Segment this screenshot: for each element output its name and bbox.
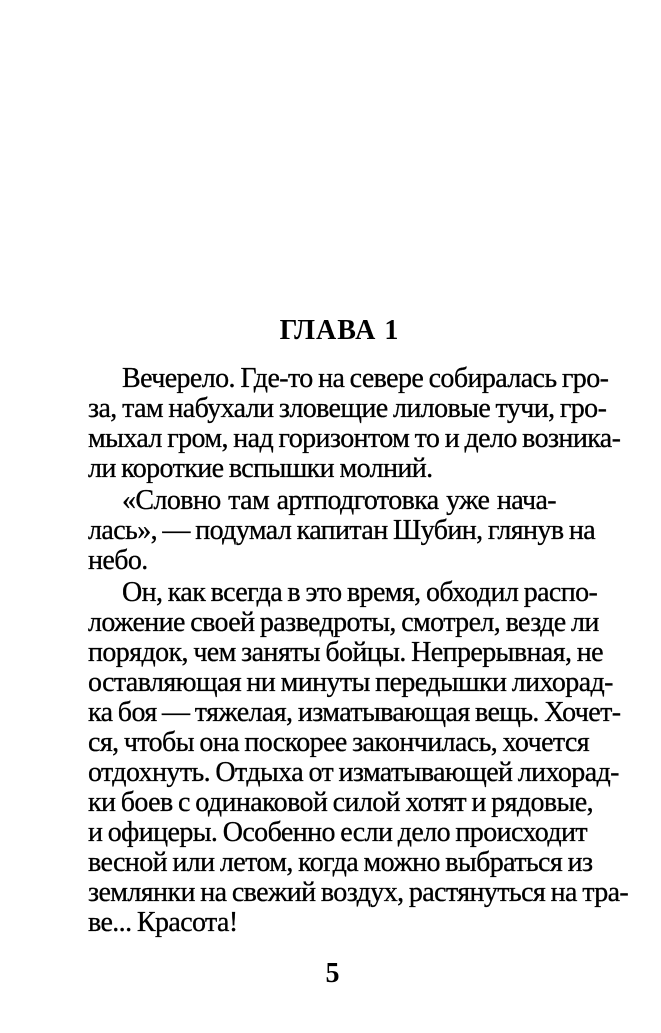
paragraph-2-line-1: «Словно там артподготовка уже нача- [122, 485, 556, 516]
paragraph-3-line-11: землянки на свежий воздух, растянуться на тра- [88, 877, 629, 908]
paragraph-3-line-1: Он, как всегда в это время, обходил распо- [122, 577, 598, 608]
paragraph-3-line-5: ка боя — тяжелая, изматывающая вещь. Хочет- [88, 697, 621, 728]
paragraph-3-line-4: оставляющая ни минуты передышки лихорад- [88, 667, 613, 698]
chapter-title: ГЛАВА 1 [279, 315, 400, 346]
paragraph-3-line-3: порядок, чем заняты бойцы. Непрерывная, не [88, 637, 603, 668]
paragraph-1-line-4: ли короткие вспышки молний. [88, 453, 433, 484]
paragraph-3-line-12: ве... Красота! [88, 907, 238, 938]
paragraph-3-line-2: ложение своей разведроты, смотрел, везде ли [88, 607, 599, 638]
paragraph-3-line-10: весной или летом, когда можно выбраться из [88, 847, 593, 878]
paragraph-1-line-1: Вечерело. Где-то на севере собиралась гро- [122, 363, 609, 394]
paragraph-1-line-2: за, там набухали зловещие лиловые тучи, гро- [88, 393, 607, 424]
paragraph-3-line-7: отдохнуть. Отдыха от изматывающей лихорад- [88, 757, 619, 788]
paragraph-3-line-9: и офицеры. Особенно если дело происходит [88, 817, 588, 848]
paragraph-2-line-3: небо. [88, 545, 148, 576]
paragraph-3-line-8: ки боев с одинаковой силой хотят и рядовые, [88, 787, 593, 818]
paragraph-3-line-6: ся, чтобы она поскорее закончилась, хочется [88, 727, 589, 758]
page-number: 5 [325, 958, 340, 989]
paragraph-1-line-3: мыхал гром, над горизонтом то и дело возника- [88, 423, 621, 454]
paragraph-2-line-2: лась», — подумал капитан Шубин, глянув на [88, 515, 596, 546]
